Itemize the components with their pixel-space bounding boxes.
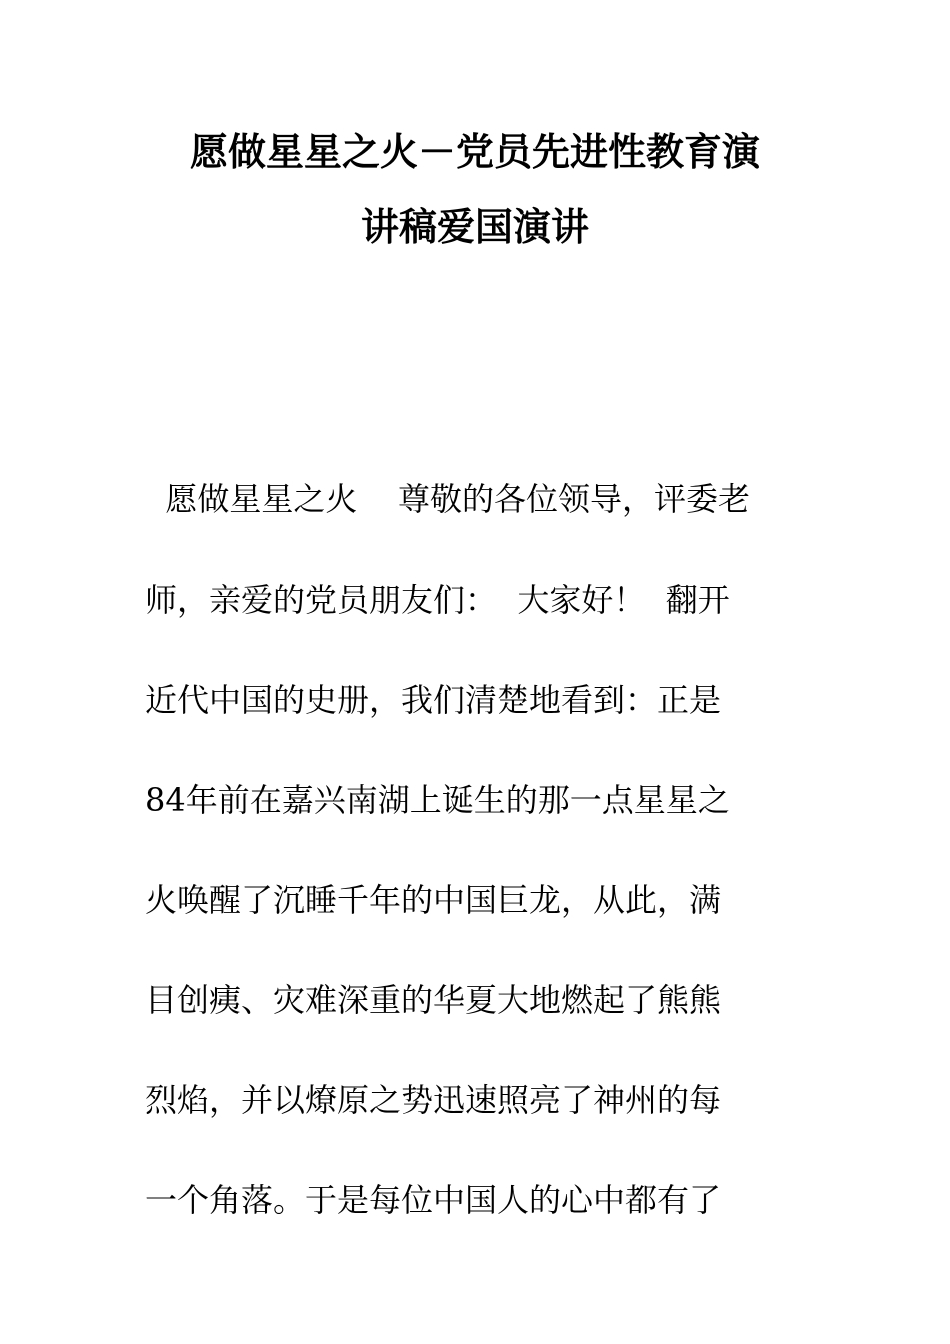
body-text-line: 84年前在嘉兴南湖上诞生的那一点星星之 <box>145 781 730 819</box>
body-text-line: 火唤醒了沉睡千年的中国巨龙，从此，满 <box>145 881 722 919</box>
body-text-line: 一个角落。于是每位中国人的心中都有了 <box>145 1181 722 1219</box>
body-text-line: 愿做星星之火 尊敬的各位领导，评委老 <box>145 480 751 518</box>
document-title-line-1: 愿做星星之火－党员先进性教育演 <box>189 130 760 174</box>
body-text-line: 烈焰，并以燎原之势迅速照亮了神州的每 <box>145 1081 722 1119</box>
body-text-line: 近代中国的史册，我们清楚地看到：正是 <box>145 681 722 719</box>
document-title-line-2: 讲稿爱国演讲 <box>360 205 589 249</box>
body-text-line: 目创痍、灾难深重的华夏大地燃起了熊熊 <box>145 981 722 1019</box>
body-text-line: 师，亲爱的党员朋友们： 大家好！ 翻开 <box>145 581 730 619</box>
